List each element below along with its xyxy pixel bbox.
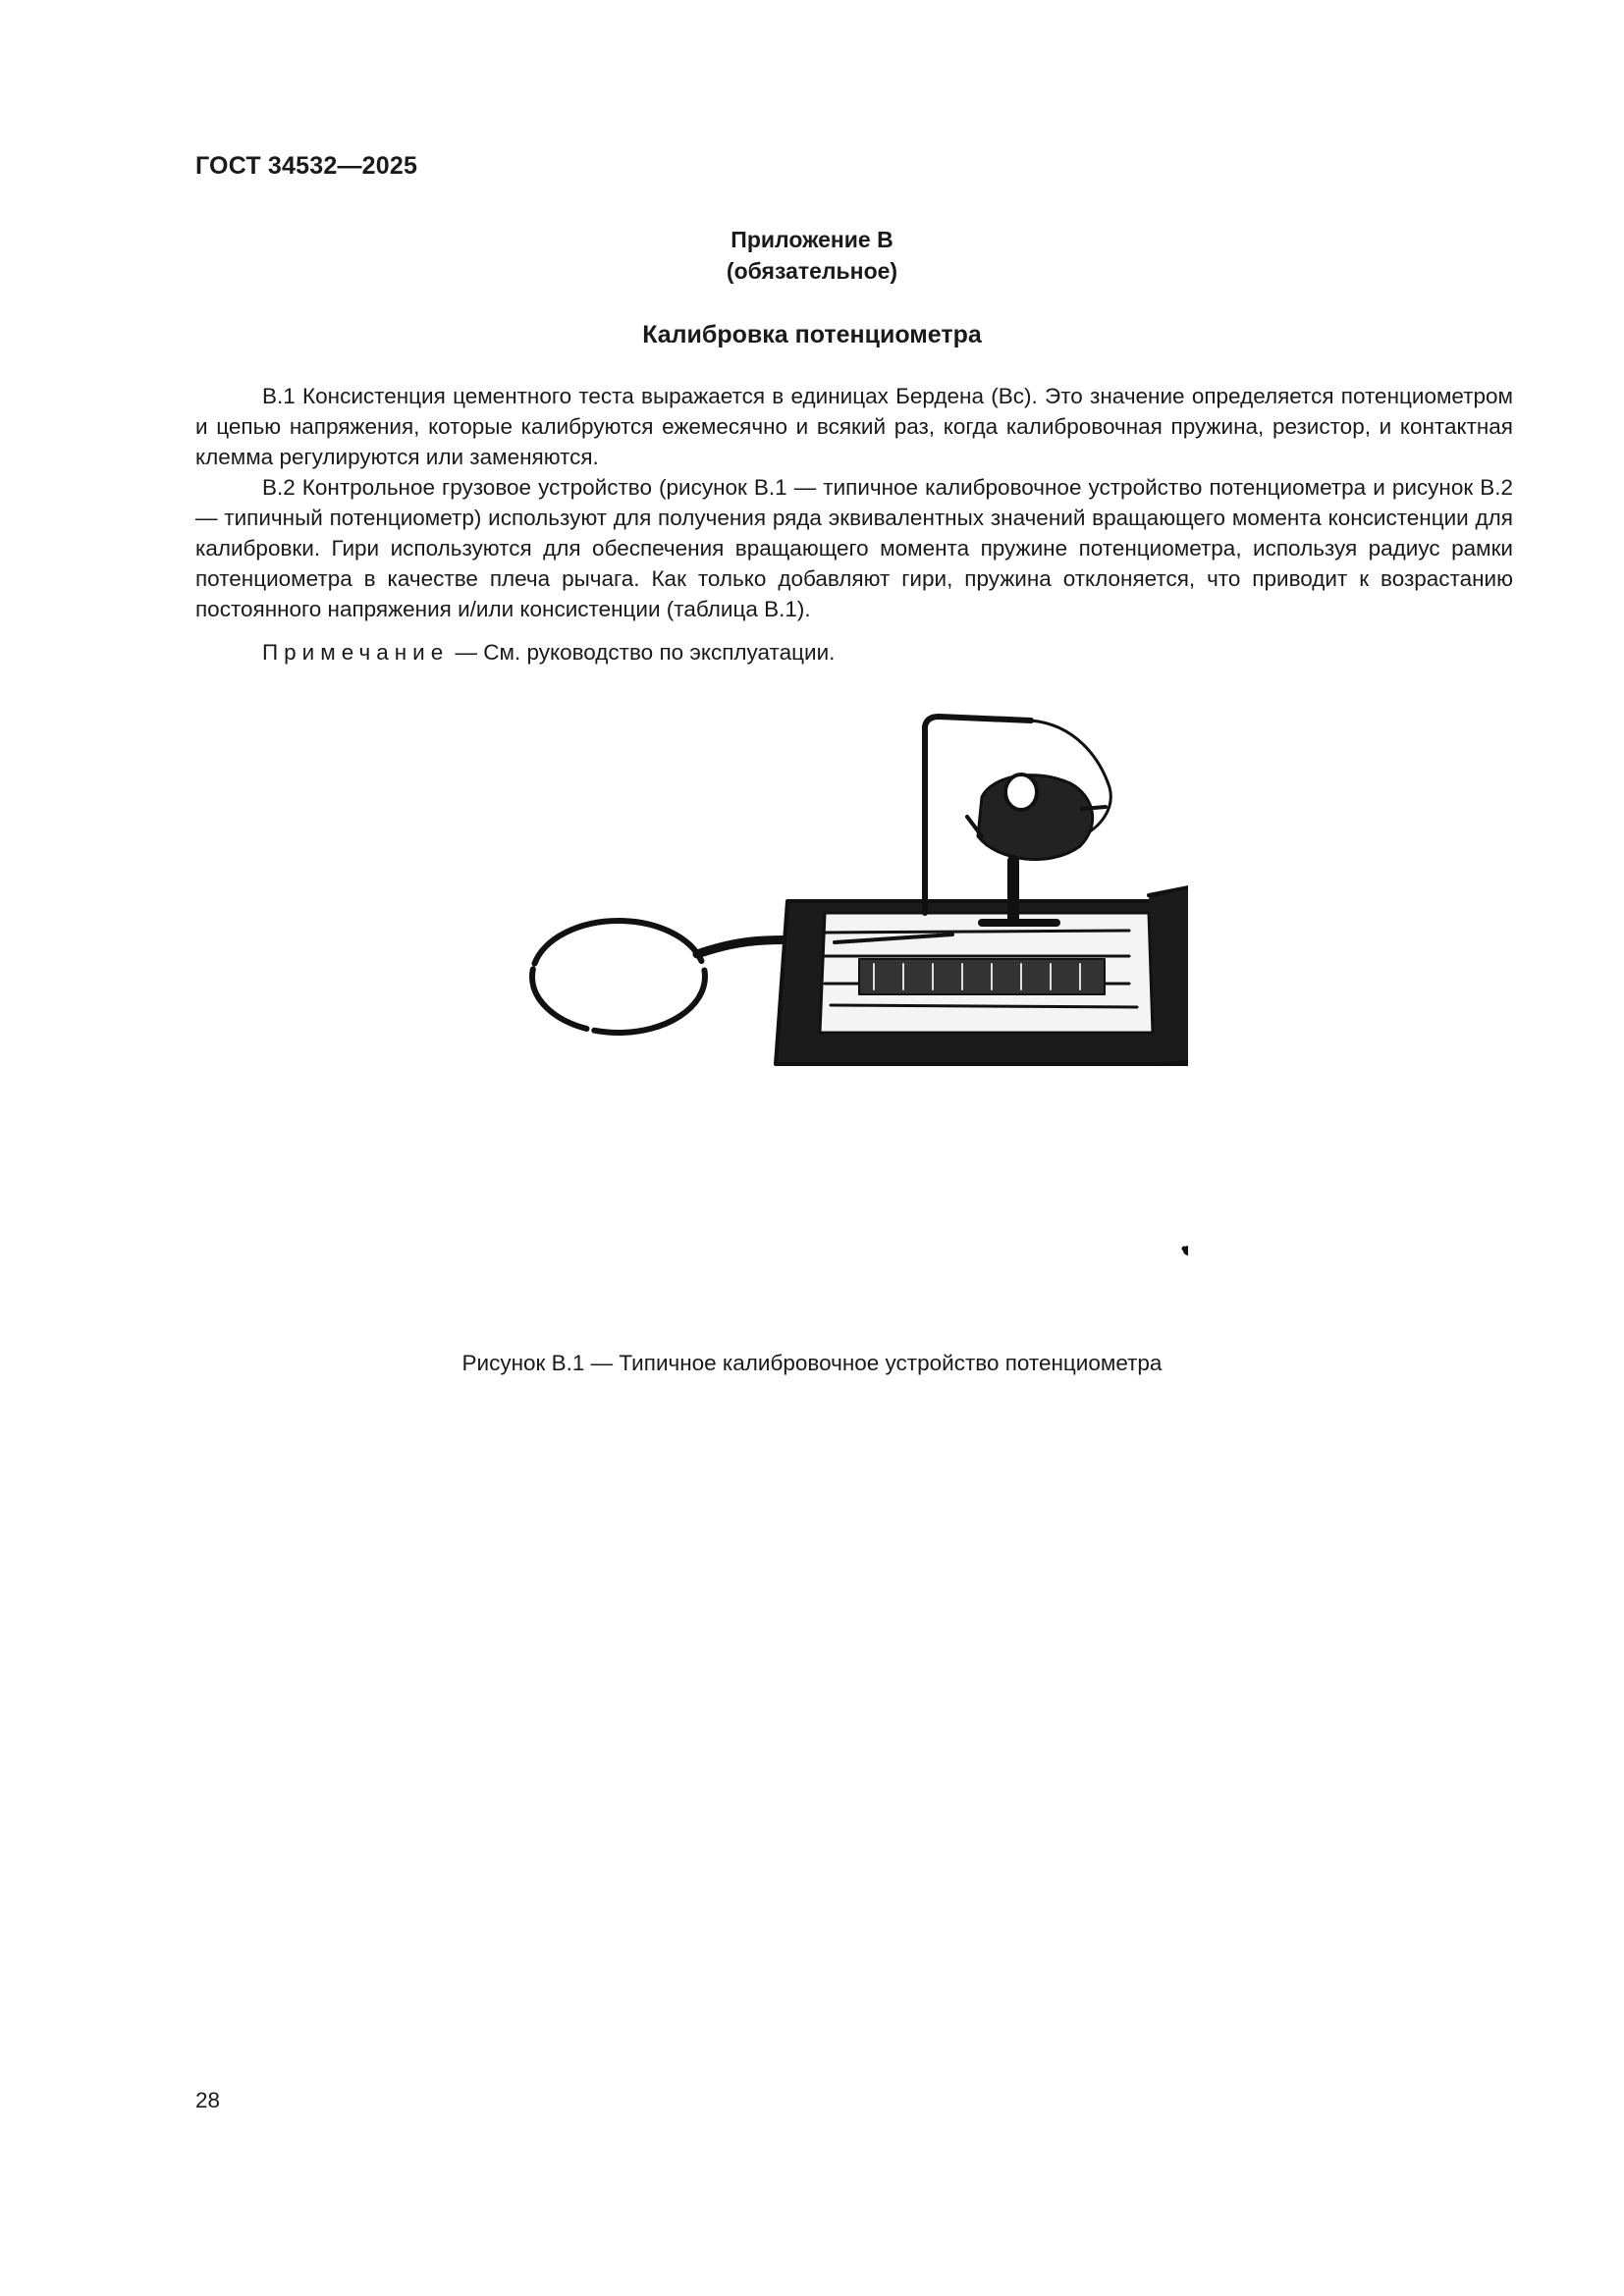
scale-block xyxy=(859,959,1105,994)
paragraph-b1: В.1 Консистенция цементного теста выражается в единицах Бердена (Вс). Это значение определяется потенциометром и цепью напряжения, которые калибруются ежемесячно и всякий раз, когда калибровочная пружина, резистор, и контактная клемма регулируются или заменяются. xyxy=(195,384,1513,469)
cable-loop xyxy=(532,921,705,1033)
note-text: — См. руководство по эксплуатации. xyxy=(449,640,836,665)
section-title: Калибровка потенциометра xyxy=(642,321,982,348)
note-label: Примечание xyxy=(262,640,450,665)
paragraph-b2: В.2 Контрольное грузовое устройство (рисунок В.1 — типичное калибровочное устройство потенциометра и рисунок В.2 — типичный потенциометр) используют для получения ряда эквивалентных значений вращающего момента консистенции для калибровки. Гири используются для обеспечения вращающего момента пружине потенциометра, используя радиус рамки потенциометра в качестве плеча рычага. Как только добавляют гири, пружина отклоняется, что приводит к возрастанию постоянного напряжения и/или консистенции (таблица В.1). xyxy=(195,475,1513,621)
appendix-title: Приложение В xyxy=(731,227,893,252)
appendix-status: (обязательное) xyxy=(726,258,898,284)
note xyxy=(262,637,835,667)
body-text xyxy=(195,381,1513,624)
figure-caption: Рисунок В.1 — Типичное калибровочное устройство потенциометра xyxy=(461,1351,1163,1375)
figure-artwork xyxy=(532,717,1188,1255)
calibration-device-figure xyxy=(520,699,1188,1288)
page-number: 28 xyxy=(195,2088,221,2112)
pulley-hub xyxy=(1005,774,1037,810)
standard-designation: ГОСТ 34532—2025 xyxy=(195,152,418,180)
